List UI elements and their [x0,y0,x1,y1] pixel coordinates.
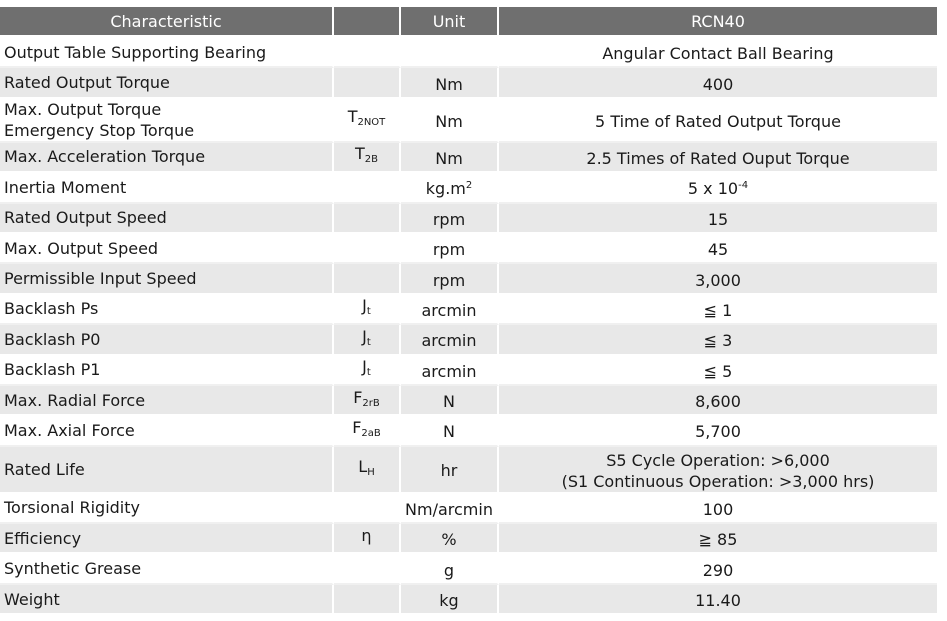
unit-text: arcmin [421,361,477,381]
table-body [0,38,937,615]
cell-symbol [334,38,401,68]
value-main: 5 x 10 [687,179,739,199]
unit-text: rpm [432,209,466,229]
characteristic-text: Max. Axial Force [4,420,135,440]
cell-unit [401,264,499,294]
characteristic-text: Backlash Ps [4,299,99,319]
unit-text: hr [440,461,458,481]
cell-unit [401,554,499,584]
cell-unit [401,38,499,68]
cell-value [499,295,937,325]
value-text [499,496,937,520]
header-characteristic: Characteristic [0,7,334,38]
value-text [499,108,937,132]
cell-symbol [334,585,401,615]
value-text [499,327,937,351]
cell-symbol [334,325,401,355]
cell-symbol [334,234,401,264]
cell-characteristic [0,295,334,325]
cell-value [499,38,937,68]
cell-unit [401,386,499,416]
cell-symbol [334,143,401,173]
value-text [499,236,937,260]
value-text [499,40,937,64]
symbol-text: J [362,357,367,377]
characteristic-text: Rated Output Speed [4,208,167,228]
value-text [499,557,937,581]
cell-symbol [334,68,401,98]
table-row [0,264,937,294]
value-main: 3,000 [695,270,741,290]
symbol-subscript: 2B [364,154,378,166]
symbol-subscript: 2rB [362,397,380,409]
symbol-text: F [353,387,363,407]
cell-unit [401,99,499,143]
value-main: 100 [702,499,734,519]
cell-unit [401,416,499,446]
cell-value [499,356,937,386]
cell-value [499,447,937,494]
cell-unit [401,234,499,264]
header-unit: Unit [401,7,499,38]
spec-table [0,7,937,615]
cell-unit [401,585,499,615]
value-superscript: -4 [738,180,749,192]
symbol-subscript: t [366,336,371,348]
cell-unit [401,68,499,98]
cell-symbol [334,99,401,143]
table-row [0,416,937,446]
value-main: 2.5 Times of Rated Ouput Torque [586,148,850,168]
cell-characteristic [0,524,334,554]
characteristic-text: Efficiency [4,528,82,548]
table-row [0,554,937,584]
table-row [0,386,937,416]
characteristic-text: Inertia Moment [4,177,127,197]
symbol-subscript: 2aB [361,427,381,439]
cell-unit [401,325,499,355]
characteristic-text-line2: Emergency Stop Torque [4,120,195,140]
unit-text: g [443,560,455,580]
characteristic-text: Rated Life [4,459,85,479]
value-main: 45 [707,240,729,260]
unit-text: Nm/arcmin [405,499,493,519]
unit-text: rpm [432,270,466,290]
symbol-text: η [361,525,372,545]
cell-characteristic [0,38,334,68]
unit-text: kg.m [425,179,466,199]
cell-characteristic [0,264,334,294]
cell-characteristic [0,325,334,355]
unit-text: N [443,422,455,442]
value-main: 15 [707,209,729,229]
cell-symbol [334,416,401,446]
value-main: 5 Time of Rated Output Torque [595,111,841,131]
value-text [499,71,937,95]
value-text [499,388,937,412]
value-main: 400 [702,74,734,94]
cell-value [499,143,937,173]
cell-characteristic [0,234,334,264]
cell-unit [401,173,499,203]
cell-symbol [334,295,401,325]
characteristic-text: Weight [4,589,60,609]
table-row [0,325,937,355]
characteristic-text: Torsional Rigidity [4,498,140,518]
value-main: 5,700 [695,422,741,442]
cell-symbol [334,554,401,584]
symbol-text: J [362,326,367,346]
value-main: 11.40 [695,591,741,611]
cell-characteristic [0,447,334,494]
value-main: ≧ 85 [698,530,738,550]
unit-text: % [441,530,457,550]
value-text [499,418,937,442]
cell-characteristic [0,554,334,584]
header-symbol [334,7,401,38]
table-row [0,494,937,524]
characteristic-text: Backlash P0 [4,329,101,349]
cell-symbol [334,386,401,416]
table-row [0,99,937,143]
value-text [499,175,937,199]
table-row [0,68,937,98]
header-row [0,7,937,38]
characteristic-text: Backlash P1 [4,360,101,380]
value-text [499,526,937,550]
characteristic-text: Max. Radial Force [4,390,146,410]
table-row [0,447,937,494]
table-row [0,204,937,234]
cell-unit [401,356,499,386]
table-row [0,173,937,203]
cell-value [499,524,937,554]
cell-value [499,264,937,294]
cell-value [499,204,937,234]
unit-text: Nm [435,148,463,168]
cell-symbol [334,173,401,203]
value-text [499,447,937,471]
value-main: ≦ 5 [703,361,733,381]
table-header [0,7,937,38]
unit-text: Nm [435,111,463,131]
unit-text: kg [439,591,459,611]
cell-characteristic [0,143,334,173]
table-row [0,356,937,386]
symbol-subscript: H [367,466,375,478]
characteristic-text: Permissible Input Speed [4,269,197,289]
unit-text: arcmin [421,331,477,351]
cell-value [499,554,937,584]
characteristic-text: Rated Output Torque [4,73,170,93]
cell-value [499,234,937,264]
value-main: 8,600 [695,392,741,412]
unit-text: Nm [435,74,463,94]
value-text [499,587,937,611]
value-text [499,358,937,382]
unit-superscript: 2 [465,180,473,192]
table-row [0,143,937,173]
value-text [499,206,937,230]
value-text [499,297,937,321]
characteristic-text: Output Table Supporting Bearing [4,42,267,62]
value-main: ≦ 1 [703,300,733,320]
value-text-line2: (S1 Continuous Operation: >3,000 hrs) [561,471,875,491]
cell-value [499,325,937,355]
table-row [0,585,937,615]
symbol-text: T [347,107,358,127]
cell-unit [401,524,499,554]
cell-characteristic [0,386,334,416]
cell-value [499,494,937,524]
header-model: RCN40 [499,7,937,38]
value-text [499,145,937,169]
unit-text: rpm [432,240,466,260]
cell-symbol [334,494,401,524]
cell-symbol [334,356,401,386]
table-row [0,295,937,325]
value-main: 290 [702,560,734,580]
cell-characteristic [0,68,334,98]
characteristic-text: Synthetic Grease [4,559,142,579]
cell-symbol [334,447,401,494]
cell-value [499,585,937,615]
symbol-subscript: 2NOT [357,117,386,129]
unit-text: N [443,392,455,412]
characteristic-text: Max. Output Speed [4,238,159,258]
cell-symbol [334,204,401,234]
cell-unit [401,494,499,524]
cell-characteristic [0,585,334,615]
cell-symbol [334,264,401,294]
value-text [499,267,937,291]
cell-characteristic [0,99,334,143]
characteristic-text: Max. Acceleration Torque [4,147,206,167]
cell-characteristic [0,416,334,446]
table-row [0,38,937,68]
symbol-subscript: t [366,306,371,318]
cell-symbol [334,524,401,554]
cell-value [499,68,937,98]
cell-characteristic [0,204,334,234]
symbol-text: T [354,144,365,164]
unit-text: arcmin [421,300,477,320]
cell-unit [401,295,499,325]
symbol-text: J [362,296,367,316]
cell-unit [401,447,499,494]
symbol-subscript: t [366,367,371,379]
cell-value [499,386,937,416]
cell-characteristic [0,356,334,386]
cell-unit [401,143,499,173]
value-main: Angular Contact Ball Bearing [602,44,834,64]
cell-characteristic [0,494,334,524]
cell-value [499,99,937,143]
cell-unit [401,204,499,234]
table-row [0,524,937,554]
characteristic-text: Max. Output Torque [4,99,162,119]
cell-characteristic [0,173,334,203]
symbol-text: L [358,456,368,476]
value-main: S5 Cycle Operation: >6,000 [606,450,830,470]
value-main: ≦ 3 [703,331,733,351]
cell-value [499,416,937,446]
cell-value [499,173,937,203]
symbol-text: F [352,417,362,437]
table-row [0,234,937,264]
